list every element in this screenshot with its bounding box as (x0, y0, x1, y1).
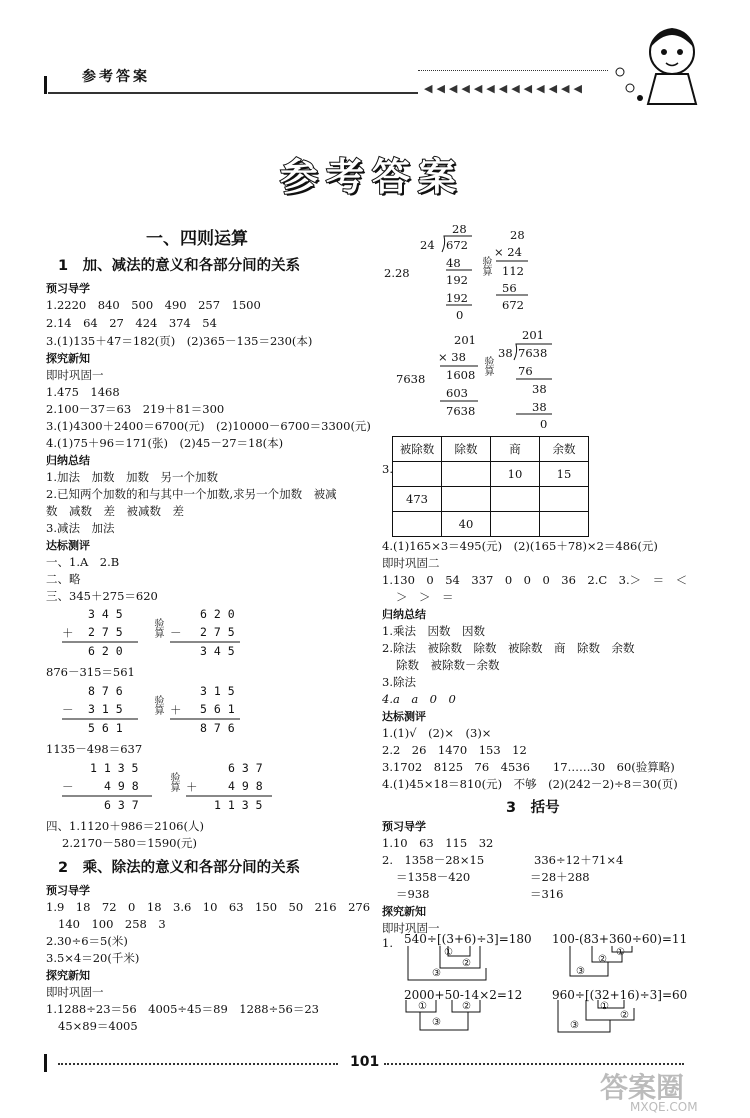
step-marker: ③ (570, 1020, 579, 1031)
div-divisor: 38 (498, 346, 513, 360)
calc-operator: ＋ (186, 780, 198, 794)
calc-digits: 6 2 0 (200, 607, 235, 621)
answer-line: 2.2170－580＝1590(元) (62, 836, 197, 850)
step-marker: ② (598, 954, 607, 965)
answer-line: 876－315＝561 (46, 665, 135, 679)
div-quotient: 28 (452, 222, 467, 236)
step-marker: ② (462, 1001, 471, 1012)
calc-digits: 5 6 1 (88, 721, 123, 735)
topic-title-2: 2 乘、除法的意义和各部分间的关系 (58, 860, 301, 876)
mul-factor: × 24 (494, 245, 522, 259)
div-divisor: 24 (420, 238, 435, 252)
answer-line: 2.14 64 27 424 374 54 (46, 316, 217, 330)
calc-operator: － (62, 703, 74, 717)
tanjiu-head-1: 探究新知 (46, 352, 90, 365)
guina-head-1: 归纳总结 (46, 454, 90, 467)
answer-line: 336÷12＋71×4 (534, 853, 624, 867)
answer-line: 3.5×4＝20(千米) (46, 951, 140, 965)
answer-line: 4.(1)45×18＝810(元) 不够 (2)(242－2)÷8＝30(页) (382, 777, 678, 791)
table-header: 除数 (442, 437, 491, 462)
answer-line: 2.已知两个加数的和与其中一个加数,求另一个加数 被减 (46, 487, 337, 501)
table-header: 余数 (540, 437, 589, 462)
calc-digits: 6 2 0 (88, 644, 123, 658)
answer-line: 2.除法 被除数 除数 被除数 商 除数 余数 (382, 641, 635, 655)
tanjiu-head-3: 探究新知 (382, 905, 426, 918)
step-marker: ③ (432, 968, 441, 979)
div-quotient: 201 (522, 328, 544, 342)
table-cell: 40 (442, 512, 491, 537)
calc-digits: 1 1 3 5 (90, 761, 139, 775)
answer-line: 3.1702 8125 76 4536 17……30 60(验算略) (382, 760, 675, 774)
div-step: 38 (532, 400, 547, 414)
dabiao-head-2: 达标测评 (382, 710, 426, 723)
calc-digits: 3 4 5 (200, 644, 235, 658)
div-step: 76 (518, 364, 533, 378)
answer-line: 1135－498＝637 (46, 742, 143, 756)
answer-line: 2.100－37＝63 219＋81＝300 (46, 402, 225, 416)
div-step: 0 (456, 308, 464, 322)
section-title-1: 一、四则运算 (146, 229, 248, 249)
yansuan-label: 验算 (152, 618, 163, 638)
calc-digits: 6 3 7 (228, 761, 263, 775)
yuxi-head-1: 预习导学 (46, 282, 90, 295)
yansuan-label: 验算 (482, 356, 493, 376)
page-title: 参考答案 (280, 155, 465, 199)
calc-digits: 3 1 5 (200, 684, 235, 698)
calc-digits: 3 1 5 (88, 702, 123, 716)
answer-line: 一、1.A 2.B (46, 555, 120, 569)
topic-title-3: 3 括号 (506, 800, 560, 816)
mul-partial: 603 (446, 386, 468, 400)
watermark-logo: 答案圈 (600, 1071, 685, 1104)
watermark-url: MXQE.COM (630, 1100, 698, 1114)
answer-line: 4.(1)165×3＝495(元) (2)(165＋78)×2＝486(元) (382, 539, 658, 553)
answer-line: 即时巩固二 (382, 556, 440, 570)
answer-line: 三、345＋275＝620 (46, 589, 158, 603)
answer-line: 除数 被除数－余数 (396, 658, 500, 672)
answer-line: 3.(1)135＋47＝182(页) (2)365－135＝230(本) (46, 334, 313, 348)
div-step: 38 (532, 382, 547, 396)
page-number: 101 (350, 1054, 380, 1070)
table-header: 商 (491, 437, 540, 462)
table-header: 被除数 (393, 437, 442, 462)
calc-digits: 5 6 1 (200, 702, 235, 716)
tanjiu-head-2: 探究新知 (46, 969, 90, 982)
answer-line: 140 100 258 3 (58, 917, 166, 931)
answer-line: 即时巩固一 (46, 985, 104, 999)
calc-digits: 8 7 6 (88, 684, 123, 698)
table-cell: 473 (393, 487, 442, 512)
expression: 540÷[(3+6)÷3]=180 (404, 932, 532, 946)
answer-line: ＞ ＞ ＝ (396, 590, 454, 604)
div-dividend: 7638 (518, 346, 548, 360)
mul-factor: 28 (510, 228, 525, 242)
answer-line: 1.10 63 115 32 (382, 836, 494, 850)
div-step: 192 (446, 291, 468, 305)
step-marker: ② (462, 958, 471, 969)
header-label: 参考答案 (82, 69, 150, 85)
answer-line: 1.乘法 因数 因数 (382, 624, 485, 638)
answer-line: ＝316 (530, 887, 564, 901)
mul-factor: 201 (454, 333, 476, 347)
div-dividend: 672 (446, 238, 468, 252)
answer-line: 1.(1)√ (2)× (3)× (382, 726, 492, 740)
calc-operator: － (170, 626, 182, 640)
answer-line: 3.减法 加法 (46, 521, 115, 535)
answer-line: ＝28＋288 (530, 870, 590, 884)
answer-line: 1.1288÷23＝56 4005÷45＝89 1288÷56＝23 (46, 1002, 319, 1016)
answer-line: ＝1358－420 (396, 870, 471, 884)
topic-title-1: 1 加、减法的意义和各部分间的关系 (58, 258, 301, 274)
answer-line: 3.除法 (382, 675, 416, 689)
calc-digits: 1 1 3 5 (214, 798, 263, 812)
answer-line: 2.30÷6＝5(米) (46, 934, 128, 948)
step-marker: ① (418, 1001, 427, 1012)
mul-factor: × 38 (438, 350, 466, 364)
mul-partial: 56 (502, 281, 517, 295)
table-cell: 15 (540, 462, 589, 487)
mul-partial: 1608 (446, 368, 476, 382)
answer-line: 4.(1)75＋96＝171(张) (2)45－27＝18(本) (46, 436, 284, 450)
yansuan-label: 验算 (152, 695, 163, 715)
header-arrow-decoration: ◀◀◀◀◀◀◀◀◀◀◀◀◀ (424, 82, 586, 95)
guina-head-2: 归纳总结 (382, 608, 426, 621)
yansuan-label: 验算 (480, 256, 491, 276)
div-step: 48 (446, 256, 461, 270)
calc-digits: 3 4 5 (88, 607, 123, 621)
answer-line: 即时巩固一 (46, 368, 104, 382)
mul-partial: 112 (502, 264, 524, 278)
step-marker: ③ (576, 966, 585, 977)
step-marker: ③ (432, 1017, 441, 1028)
answer-line: 四、1.1120＋986＝2106(人) (46, 819, 204, 833)
div-step: 0 (540, 417, 548, 431)
footer-dotted-rule (58, 1063, 338, 1065)
calc-operator: － (62, 780, 74, 794)
calc-digits: 2 7 5 (88, 625, 123, 639)
answer-line: 1.2220 840 500 490 257 1500 (46, 298, 261, 312)
answer-line: 4.a a 0 0 (382, 692, 456, 706)
table-label: 3. (382, 462, 393, 476)
answer-line: 1.9 18 72 0 18 3.6 10 63 150 50 216 276 (46, 900, 371, 914)
answer-line: 7638 (396, 372, 426, 386)
answer-line: 数 减数 差 被减数 差 (46, 504, 184, 518)
dabiao-head-1: 达标测评 (46, 539, 90, 552)
expression: 100-(83+360÷60)=11 (552, 932, 688, 946)
calc-digits: 4 9 8 (228, 779, 263, 793)
answer-line: 2. 1358－28×15 (382, 853, 485, 867)
yuxi-head-3: 预习导学 (382, 820, 426, 833)
expression: 960÷[(32+16)÷3]=60 (552, 988, 688, 1002)
answer-line: 2.28 (384, 266, 410, 280)
calc-digits: 2 7 5 (200, 625, 235, 639)
answer-line: 1.475 1468 (46, 385, 120, 399)
answer-line: 2.2 26 1470 153 12 (382, 743, 527, 757)
footer-dotted-rule (384, 1063, 684, 1065)
mul-result: 7638 (446, 404, 476, 418)
answer-line: 1.130 0 54 337 0 0 0 36 2.C 3.＞ ＝ ＜ (382, 573, 688, 587)
table-cell: 10 (491, 462, 540, 487)
answer-line: 45×89＝4005 (58, 1019, 138, 1033)
answer-line: 1. (382, 936, 393, 950)
calc-operator: ＋ (170, 703, 182, 717)
mul-result: 672 (502, 298, 524, 312)
footer-corner-mark (44, 1054, 55, 1072)
step-marker: ① (444, 947, 453, 958)
answer-line: 二、略 (46, 572, 81, 586)
answer-line: 1.加法 加数 加数 另一个加数 (46, 470, 218, 484)
calc-digits: 4 9 8 (104, 779, 139, 793)
step-marker: ① (616, 947, 625, 958)
expression: 2000+50-14×2=12 (404, 988, 523, 1002)
calc-digits: 8 7 6 (200, 721, 235, 735)
step-marker: ② (620, 1010, 629, 1021)
calc-operator: ＋ (62, 626, 74, 640)
calc-digits: 6 3 7 (104, 798, 139, 812)
yansuan-label: 验算 (168, 772, 179, 792)
yuxi-head-2: 预习导学 (46, 884, 90, 897)
answer-line: ＝938 (396, 887, 430, 901)
answer-line: 即时巩固一 (382, 921, 440, 935)
answer-line: 3.(1)4300＋2400＝6700(元) (2)10000－6700＝3300(元) (46, 419, 371, 433)
div-step: 192 (446, 273, 468, 287)
step-marker: ① (600, 1001, 609, 1012)
